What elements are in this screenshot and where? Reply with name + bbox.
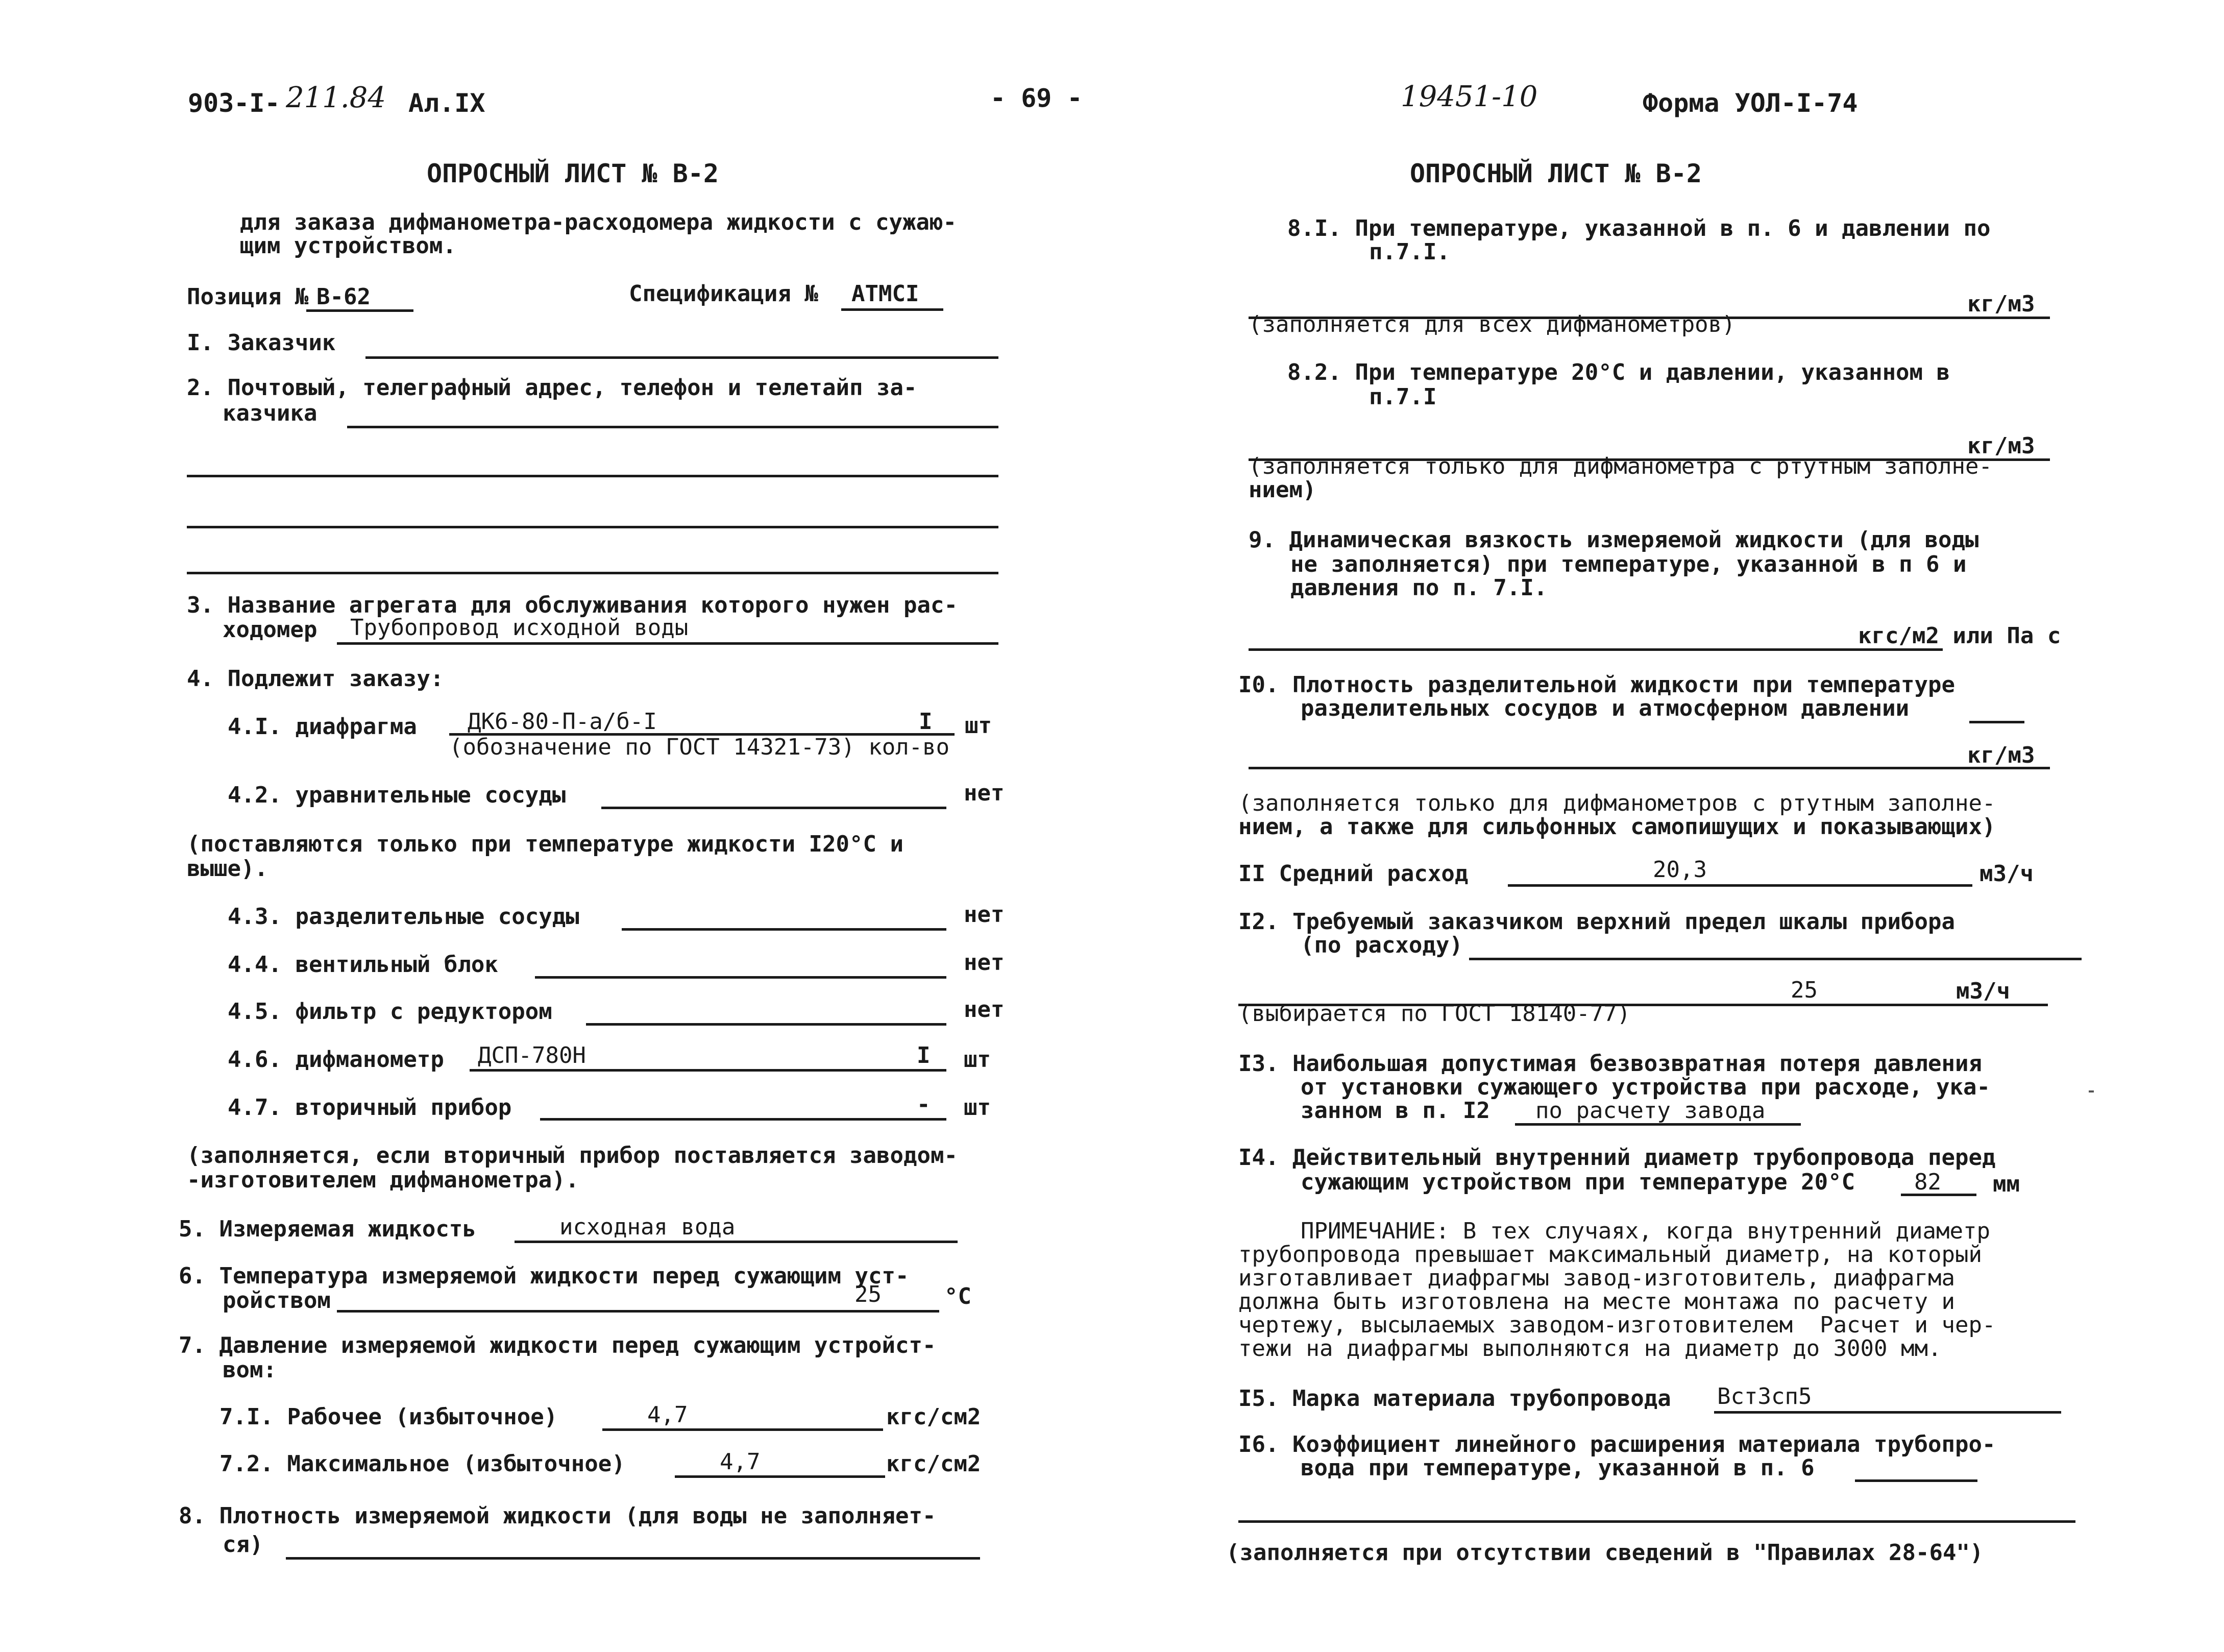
item-4-2-note-1: (поставляются только при температуре жидкости I20°С и bbox=[187, 831, 903, 857]
item-4-6-label: 4.6. дифманометр bbox=[228, 1047, 444, 1073]
item-8-2-note-1: (заполняется только для дифманометра с ртутным заполне- bbox=[1249, 453, 1992, 479]
position-value: В-62 bbox=[316, 284, 371, 310]
item-6-line-b: ройством bbox=[223, 1287, 331, 1314]
item-4-5-value: нет bbox=[964, 997, 1005, 1023]
item-8-2-unit: кг/м3 bbox=[1967, 433, 2035, 459]
item-13-value: по расчету завода bbox=[1535, 1098, 1766, 1124]
item-8-line-a: 8. Плотность измеряемой жидкости (для воды не заполняет- bbox=[179, 1503, 936, 1529]
item-13-line-b: от установки сужающего устройства при расходе, ука- bbox=[1301, 1074, 1991, 1100]
form-title: ОПРОСНЫЙ ЛИСТ № В-2 bbox=[1410, 159, 1702, 188]
item-4-6-qty: I bbox=[917, 1042, 931, 1068]
intro-line-2: щим устройством. bbox=[240, 233, 456, 259]
item-1-customer: I. Заказчик bbox=[187, 330, 336, 356]
item-4-6-line bbox=[470, 1069, 946, 1072]
item-13-line bbox=[1515, 1123, 1801, 1126]
item-7-line-b: вом: bbox=[223, 1357, 277, 1383]
item-10-line-a: I0. Плотность разделительной жидкости при температуре bbox=[1238, 672, 1955, 698]
item-4-4-label: 4.4. вентильный блок bbox=[228, 952, 498, 978]
item-11-unit: м3/ч bbox=[1979, 861, 2034, 887]
item-4-6-value: ДСП-780Н bbox=[478, 1042, 586, 1068]
item-9-line bbox=[1249, 648, 1943, 651]
item-4-6-unit: шт bbox=[964, 1047, 991, 1073]
item-3-line-b: ходомер bbox=[223, 617, 317, 643]
item-6-line-a: 6. Температура измеряемой жидкости перед сужающим уст- bbox=[179, 1263, 909, 1289]
item-8-1-note: (заполняется для всех дифманометров) bbox=[1249, 311, 1736, 337]
item-8-2-line-a: 8.2. При температуре 20°С и давлении, указанном в bbox=[1287, 359, 1950, 385]
item-10-line bbox=[1249, 767, 2050, 769]
item-4-7-line bbox=[540, 1118, 946, 1121]
item-11-label: II Средний расход bbox=[1238, 861, 1469, 887]
form-title: ОПРОСНЫЙ ЛИСТ № В-2 bbox=[427, 159, 719, 188]
item-7-1-value: 4,7 bbox=[647, 1402, 688, 1428]
item-9-line-a: 9. Динамическая вязкость измеряемой жидкости (для воды bbox=[1249, 527, 1979, 553]
item-4-5-label: 4.5. фильтр с редуктором bbox=[228, 999, 552, 1025]
item-9-unit: кгс/м2 или Па с bbox=[1858, 623, 2061, 649]
page-number: - 69 - bbox=[990, 83, 1083, 113]
item-8-2-line-b: п.7.I bbox=[1369, 384, 1437, 410]
item-7-2-line bbox=[675, 1475, 885, 1478]
item-8-2-note-2: нием) bbox=[1249, 477, 1316, 503]
item-5-value: исходная вода bbox=[559, 1214, 736, 1240]
item-8-1-unit: кг/м3 bbox=[1967, 291, 2035, 317]
item-12-unit: м3/ч bbox=[1956, 978, 2010, 1004]
item-4-1-note: (обозначение по ГОСТ 14321-73) кол-во bbox=[449, 734, 950, 760]
item-5-line bbox=[515, 1241, 958, 1243]
item-10-line-b: разделительных сосудов и атмосферном давлении bbox=[1301, 695, 1910, 721]
header-handwritten-code: 19451-10 bbox=[1401, 80, 1538, 113]
item-4-4-line bbox=[535, 976, 946, 979]
item-4-4-value: нет bbox=[964, 950, 1005, 976]
item-4-7-qty: - bbox=[917, 1091, 931, 1117]
item-4-1-label: 4.I. диафрагма bbox=[228, 714, 417, 740]
item-15-line bbox=[1714, 1411, 2061, 1414]
item-10-unit: кг/м3 bbox=[1967, 742, 2035, 768]
item-7-2-value: 4,7 bbox=[720, 1449, 761, 1475]
item-4-1-value: ДК6-80-П-а/б-I bbox=[468, 709, 657, 735]
item-2-line-a: 2. Почтовый, телеграфный адрес, телефон и телетайп за- bbox=[187, 375, 917, 401]
item-4-1-unit: шт bbox=[965, 713, 992, 739]
margin-dash bbox=[2089, 1090, 2094, 1092]
item-12-note: (выбирается по ГОСТ 18140-77) bbox=[1238, 1001, 1631, 1027]
spec-underline bbox=[841, 308, 943, 311]
item-12-line-a: I2. Требуемый заказчиком верхний предел шкалы прибора bbox=[1238, 909, 1955, 935]
item-6-unit: °С bbox=[944, 1283, 971, 1309]
item-14-line-b: сужающим устройством при температуре 20°С bbox=[1301, 1169, 1855, 1195]
item-4-7-note-2: -изготовителем дифманометра). bbox=[187, 1167, 579, 1193]
item-4-7-unit: шт bbox=[964, 1095, 991, 1121]
note-line-4: должна быть изготовлена на месте монтажа по расчету и bbox=[1238, 1289, 1955, 1315]
item-7-2-unit: кгс/см2 bbox=[886, 1451, 981, 1477]
item-8-line-b: ся) bbox=[223, 1532, 263, 1558]
item-4-3-value: нет bbox=[964, 902, 1005, 928]
item-15-label: I5. Марка материала трубопровода bbox=[1238, 1386, 1671, 1412]
footer-note: (заполняется при отсутствии сведений в "Правилах 28-64") bbox=[1226, 1540, 1984, 1566]
item-16-line-b: вода при температуре, указанной в п. 6 bbox=[1301, 1455, 1815, 1481]
item-3-line-a: 3. Название агрегата для обслуживания которого нужен рас- bbox=[187, 592, 958, 618]
item-12-value: 25 bbox=[1791, 977, 1818, 1003]
item-4-3-line bbox=[622, 928, 946, 931]
note-line-5: чертежу, высылаемых заводом-изготовителем Расчет и чер- bbox=[1238, 1312, 1996, 1338]
item-4-5-line bbox=[586, 1023, 946, 1026]
item-4-7-note-1: (заполняется, если вторичный прибор поставляется заводом- bbox=[187, 1143, 958, 1169]
item-7-1-unit: кгс/см2 bbox=[886, 1404, 981, 1430]
note-line-2: трубопровода превышает максимальный диаметр, на который bbox=[1238, 1242, 1982, 1268]
item-11-value: 20,3 bbox=[1653, 857, 1707, 883]
item-7-line-a: 7. Давление измеряемой жидкости перед сужающим устройст- bbox=[179, 1332, 936, 1358]
right-page bbox=[1112, 0, 2224, 1652]
item-14-value: 82 bbox=[1914, 1169, 1941, 1195]
item-4-3-label: 4.3. разделительные сосуды bbox=[228, 904, 579, 930]
note-line-1: ПРИМЕЧАНИЕ: В тех случаях, когда внутренний диаметр bbox=[1301, 1218, 1991, 1244]
item-16-line bbox=[1238, 1520, 2075, 1523]
album-label: Ал.IX bbox=[408, 88, 485, 118]
item-1-line bbox=[365, 356, 998, 359]
position-label: Позиция № bbox=[187, 284, 309, 310]
item-12-line-b: (по расходу) bbox=[1301, 932, 1463, 958]
item-14-line bbox=[1901, 1194, 1976, 1196]
item-10-note-2: нием, а также для сильфонных самопишущих и показывающих) bbox=[1238, 814, 1996, 840]
spec-label: Спецификация № bbox=[629, 281, 818, 307]
blank-line-1 bbox=[187, 475, 998, 477]
item-4-1-qty: I bbox=[919, 709, 933, 735]
item-11-line bbox=[1508, 884, 1972, 887]
blank-line-3 bbox=[187, 572, 998, 574]
item-4-7-label: 4.7. вторичный прибор bbox=[228, 1095, 512, 1121]
item-9-line-b: не заполняется) при температуре, указанной в п 6 и bbox=[1290, 551, 1967, 577]
item-10-note-1: (заполняется только для дифманометров с ртутным заполне- bbox=[1238, 790, 1996, 816]
item-16-line-short bbox=[1855, 1479, 1977, 1482]
item-7-2-label: 7.2. Максимальное (избыточное) bbox=[219, 1451, 625, 1477]
item-4-2-label: 4.2. уравнительные сосуды bbox=[228, 782, 566, 808]
blank-line-2 bbox=[187, 526, 998, 528]
note-line-3: изготавливает диафрагмы завод-изготовитель, диафрагма bbox=[1238, 1265, 1955, 1291]
item-12-line-upper bbox=[1469, 958, 2082, 960]
item-8-1-line-b: п.7.I. bbox=[1369, 239, 1450, 265]
item-15-value: Вст3сп5 bbox=[1717, 1383, 1812, 1410]
item-16-line-a: I6. Коэффициент линейного расширения материала трубопро- bbox=[1238, 1431, 1996, 1457]
item-9-line-c: давления по п. 7.I. bbox=[1290, 575, 1548, 601]
item-4-2-value: нет bbox=[964, 780, 1005, 806]
item-3-line bbox=[337, 642, 998, 645]
item-10-line-short bbox=[1969, 721, 2024, 723]
item-8-line bbox=[286, 1557, 980, 1560]
item-14-line-a: I4. Действительный внутренний диаметр трубопровода перед bbox=[1238, 1145, 1996, 1171]
position-underline bbox=[306, 309, 413, 312]
item-3-value: Трубопровод исходной воды bbox=[350, 615, 689, 641]
intro-line-1: для заказа дифманометра-расходомера жидкости с сужаю- bbox=[240, 209, 957, 235]
item-13-line-a: I3. Наибольшая допустимая безвозвратная потеря давления bbox=[1238, 1051, 1982, 1077]
item-7-1-line bbox=[602, 1428, 883, 1431]
form-code: Форма УОЛ-I-74 bbox=[1643, 88, 1858, 118]
item-4-2-line bbox=[601, 807, 946, 809]
item-14-unit: мм bbox=[1993, 1171, 2020, 1197]
item-6-line bbox=[337, 1310, 939, 1313]
header-handwritten-number: 211.84 bbox=[286, 81, 386, 114]
item-6-value: 25 bbox=[854, 1281, 882, 1307]
header-code: 903-I- bbox=[188, 88, 280, 118]
item-4: 4. Подлежит заказу: bbox=[187, 666, 444, 692]
item-5-label: 5. Измеряемая жидкость bbox=[179, 1216, 476, 1242]
note-line-6: тежи на диафрагмы выполняются на диаметр до 3000 мм. bbox=[1238, 1335, 1942, 1362]
item-8-1-line-a: 8.I. При температуре, указанной в п. 6 и давлении по bbox=[1287, 215, 1991, 241]
item-2-line-b: казчика bbox=[223, 400, 317, 426]
item-13-line-c: занном в п. I2 bbox=[1301, 1098, 1490, 1124]
item-7-1-label: 7.I. Рабочее (избыточное) bbox=[219, 1404, 558, 1430]
spec-value: АТМСI bbox=[851, 281, 919, 307]
item-4-2-note-2: выше). bbox=[187, 856, 268, 882]
item-2-line bbox=[347, 426, 998, 428]
